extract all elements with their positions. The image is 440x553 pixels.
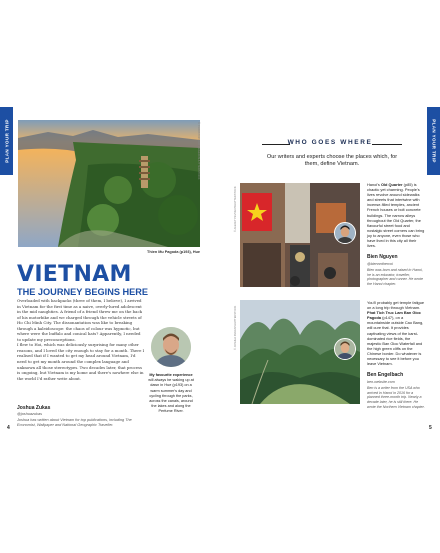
quote-text: will always be waking up at dawn in Hue (p193) on a warm summer's day and cycling through the parks, across the canals, around the lakes and along the Perfume River. [148,378,194,414]
contributor-1-avatar [334,222,356,244]
contributor-1-portrait-image [335,223,355,243]
page-title: VIETNAM [17,262,132,287]
photo-credit-2 [234,305,237,390]
author-handle: @joshuazukas [17,412,42,416]
contributor-1-bio: Bien was born and raised in Hanoi, he is an educator, traveller, photographer and runner. He wrote the Hanoi chapter. [367,268,424,287]
contributor-1-text [367,182,425,248]
contributor-1-handle: @biennnthervoi [367,262,393,266]
contributor-1-text-after: (p85) is chaotic yet charming. People's lives revolve around sidewalks and streets that intertwine with incense-filled temples, ancient French houses or bolt concrete buildings. The narrow alleys throughout the Old Quarter, the flavourful street food and nostalgic street corners can bring joy to anyone, even those who have lived in this city all their lives. [367,182,425,249]
contributor-1-text-before: Hanoi's [367,182,381,187]
contributor-2-bio: Ben is a writer from the USA who arrived in Hanoi in 2016 for a planned three-month trip. Nearly a decade later, he is still there. He wrote the Northern Vietnam chapter. [367,386,425,409]
photo-credit-1-text: © ALEXEY PEVNEV/SHUTTERSTOCK [234,186,237,232]
page-number-right: 5 [429,425,432,431]
contributor-1-place: Old Quarter [380,182,403,187]
thien-mu-pagoda-photo [18,120,200,247]
photo-caption: Thien Mu Pagoda (p193), Hue [147,250,200,254]
contributor-2-text-before: You'll probably get temple fatigue on a long trip through Vietnam. [367,300,425,311]
author-portrait-image [151,327,191,367]
intro-text [17,298,145,381]
contributor-2-name: Ben Engelbach [367,372,404,378]
section-rule-right [372,144,402,145]
contributor-1-name: Bien Nguyen [367,254,398,260]
contributor-2-portrait-image [335,339,355,359]
photo-credit-2-text: © JOSHUA ZUKAS/SHUTTERSTOCK [234,305,237,350]
photo-credit-text: © CHRISTOPHER HEGER/SHUTTERSTOCK [197,122,201,180]
side-tab-left [0,107,13,175]
contributor-2-avatar [334,338,356,360]
author-bio: Joshua has written about Vietnam for top publications, including The Economist, Wallpaper and National Geographic Traveller. [17,418,132,427]
section-title: WHO GOES WHERE [287,139,373,146]
page-subtitle: THE JOURNEY BEGINS HERE [17,287,149,297]
section-subtitle: Our writers and experts choose the places which, for them, define Vietnam. [266,154,398,168]
pagoda-landscape-image [18,120,200,247]
side-tab-left-label: PLAN YOUR TRIP [4,119,9,163]
contributor-2-text [367,300,425,366]
photo-credit-1 [234,186,237,272]
intro-paragraph-2: I flew to Hoi, which was deliciously surprising for many other reasons, and I loved the city enough to stay for a month. There I realised that if I wanted to get my head around Vietnam, I'd need to get my month around the complex language and unknown all those stereotypes. Two decades later, that process is ongoing, but Vietnam is my home and there's nowhere else in the world I'd rather write about. [17,342,145,381]
contributor-2-handle: ben-website.com [367,380,395,384]
contributor-2-place: Phat Tich Truc Lam Ban Gioc Pagoda [367,310,421,321]
author-avatar [151,327,191,367]
favourite-experience-quote [148,373,194,415]
contributor-2-text-after: (p147), on a mountainside outside Cao Bang, will cure that. It provides captivating views of the karst-dominated rice fields, the majestic Ban Gioc Waterfall and the high green cliffs on the Chinese border. Do whatever is necessary to see it before you leave Vietnam. [367,315,424,367]
photo-credit [197,122,204,180]
side-tab-right-label: PLAN YOUR TRIP [431,119,436,163]
intro-paragraph-1: Overloaded with backpacks (three of them, I believe), I arrived in Vietnam for the first time as a naive, overly-lured adolescent in the mid naughties. A friend of a friend threw me on the back of his motorbike and we charged through the vehicle streets of Ho Chi Minh City. The dissonantation was like to breaking through a kaleidoscope: the chaos of colour was hypnotic, but where were the buffalo and conical hats? Apparently, I needed to update my preconceptions. [17,298,143,342]
quote-title: My favourite experience [149,373,193,377]
author-name: Joshua Zukas [17,405,51,411]
page-number-left: 4 [7,425,10,431]
